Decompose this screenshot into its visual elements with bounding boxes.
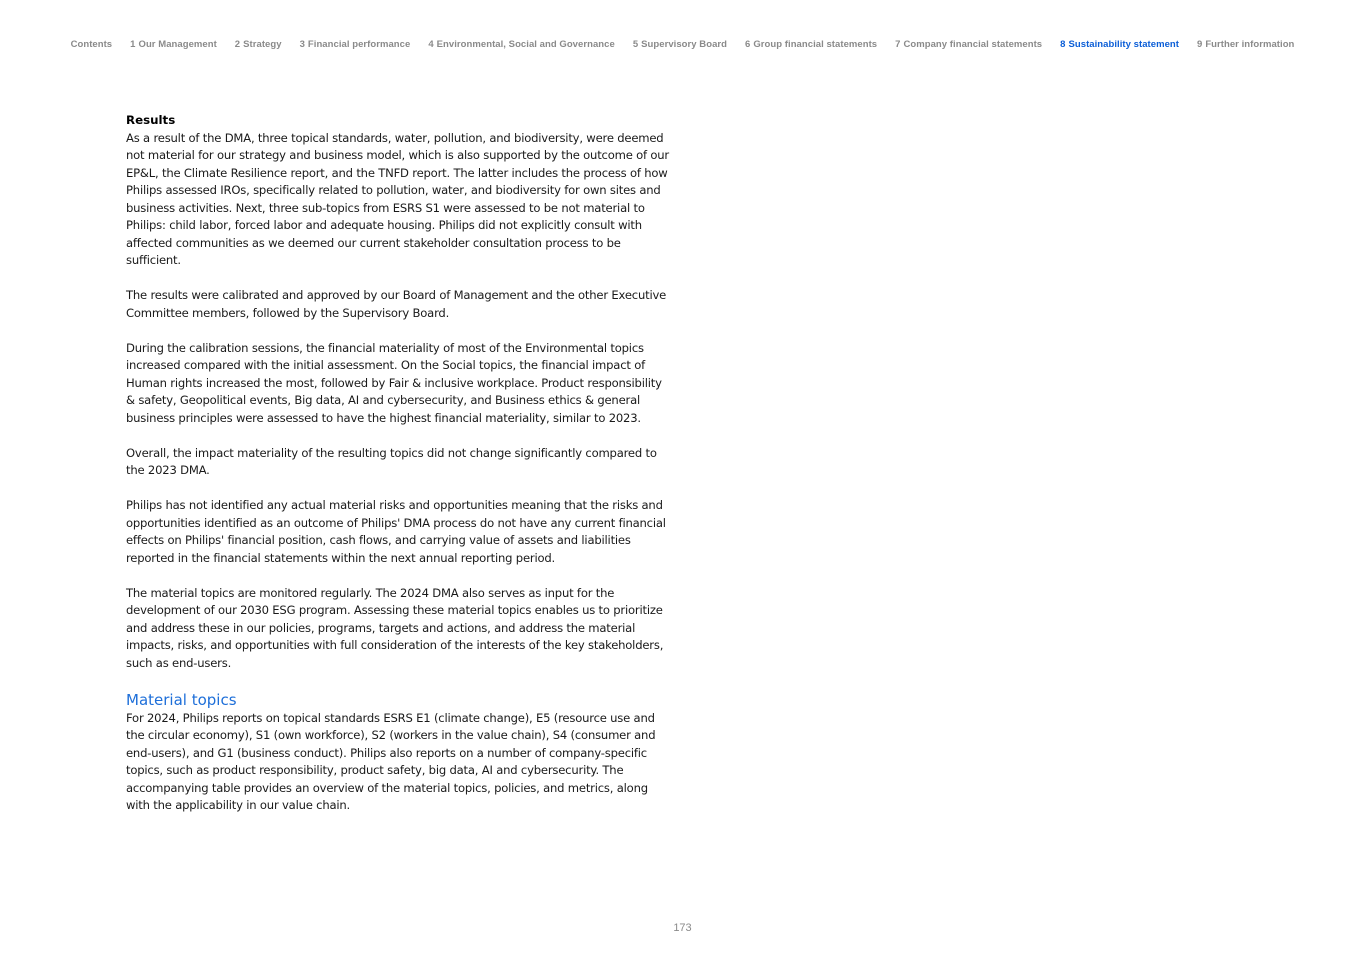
nav-item-further-information[interactable] [1197,39,1294,50]
nav-item-strategy[interactable] [235,39,282,50]
nav-item-number: 6 [745,39,751,50]
nav-item-label: Financial performance [307,39,411,50]
nav-item-our-management[interactable] [130,39,217,50]
results-heading: Results [126,113,176,127]
nav-item-contents[interactable] [71,39,113,50]
nav-item-group-financial-statements[interactable] [745,39,877,50]
paragraph: During the calibration sessions, the financial materiality of most of the Environmental topics increased compared with the initial assessment. On the Social topics, the financial impact of Human rights increased the most, followed by Fair & inclusive workplace. Product responsibility & safety, Geopolitical events, Big data, AI and cybersecurity, and Business ethics & general business principles were assessed to have the highest financial materiality, similar to 2023. [126,340,662,425]
nav-item-supervisory-board[interactable] [633,39,727,50]
nav-item-label: Contents [70,39,113,50]
nav-item-label: Our Management [138,39,217,50]
nav-item-sustainability-statement[interactable] [1060,39,1179,50]
nav-item-number: 8 [1060,39,1066,50]
nav-item-label: Group financial statements [753,39,878,50]
nav-item-number: 9 [1196,39,1203,50]
page-number: 173 [673,922,692,934]
nav-item-number: 2 [234,39,241,50]
material-topics-heading: Material topics [126,690,237,709]
nav-item-number: 5 [632,39,639,50]
main-content [126,112,674,832]
nav-item-label: Further information [1205,39,1295,50]
results-section [126,112,674,672]
paragraph: As a result of the DMA, three topical standards, water, pollution, and biodiversity, were deemed not material for our strategy and business model, which is also supported by the outcome of our EP&L, the Climate Resilience report, and the TNFD report. The latter includes the process of how Philips assessed IROs, specifically related to pollution, water, and biodiversity for own sites and business activities. Next, three sub-topics from ESRS S1 were assessed to be not material to Philips: child labor, forced labor and adequate housing. Philips did not explicitly consult with affected communities as we deemed our current stakeholder consultation process to be sufficient. [126,130,669,267]
nav-item-esg[interactable] [428,39,614,50]
paragraph: The results were calibrated and approved by our Board of Management and the other Executive Committee members, followed by the Supervisory Board. [126,288,667,320]
nav-item-label: Environmental, Social and Governance [436,39,615,50]
nav-item-financial-performance[interactable] [300,39,411,50]
nav-item-label: Sustainability statement [1068,39,1179,50]
nav-item-label: Strategy [243,39,282,50]
nav-item-number: 7 [895,39,901,50]
material-topics-section [126,690,674,815]
paragraph: Philips has not identified any actual material risks and opportunities meaning that the risks and opportunities identified as an outcome of Philips' DMA process do not have any current financial effects on Philips' financial position, cash flows, and carrying value of assets and liabilities reported in the financial statements within the next annual reporting period. [126,498,666,565]
nav-item-label: Company financial statements [903,39,1043,50]
top-navigation [0,39,1365,50]
nav-item-label: Supervisory Board [641,39,728,50]
nav-item-number: 3 [299,39,305,50]
nav-item-number: 4 [428,39,434,50]
nav-item-company-financial-statements[interactable] [895,39,1042,50]
paragraph: For 2024, Philips reports on topical standards ESRS E1 (climate change), E5 (resource use and the circular economy), S1 (own workforce), S2 (workers in the value chain), S4 (consumer and end-users), and G1 (business conduct). Philips also reports on a number of company-specific topics, such as product responsibility, product safety, big data, AI and cybersecurity. The accompanying table provides an overview of the material topics, policies, and metrics, along with the applicability in our value chain. [126,710,656,812]
paragraph: Overall, the impact materiality of the resulting topics did not change significantly compared to the 2023 DMA. [126,445,657,477]
paragraph: The material topics are monitored regularly. The 2024 DMA also serves as input for the development of our 2030 ESG program. Assessing these material topics enables us to prioritize and address these in our policies, programs, targets and actions, and address the material impacts, risks, and opportunities with full consideration of the interests of the key stakeholders, such as end-users. [126,585,664,670]
nav-item-number: 1 [130,39,136,50]
